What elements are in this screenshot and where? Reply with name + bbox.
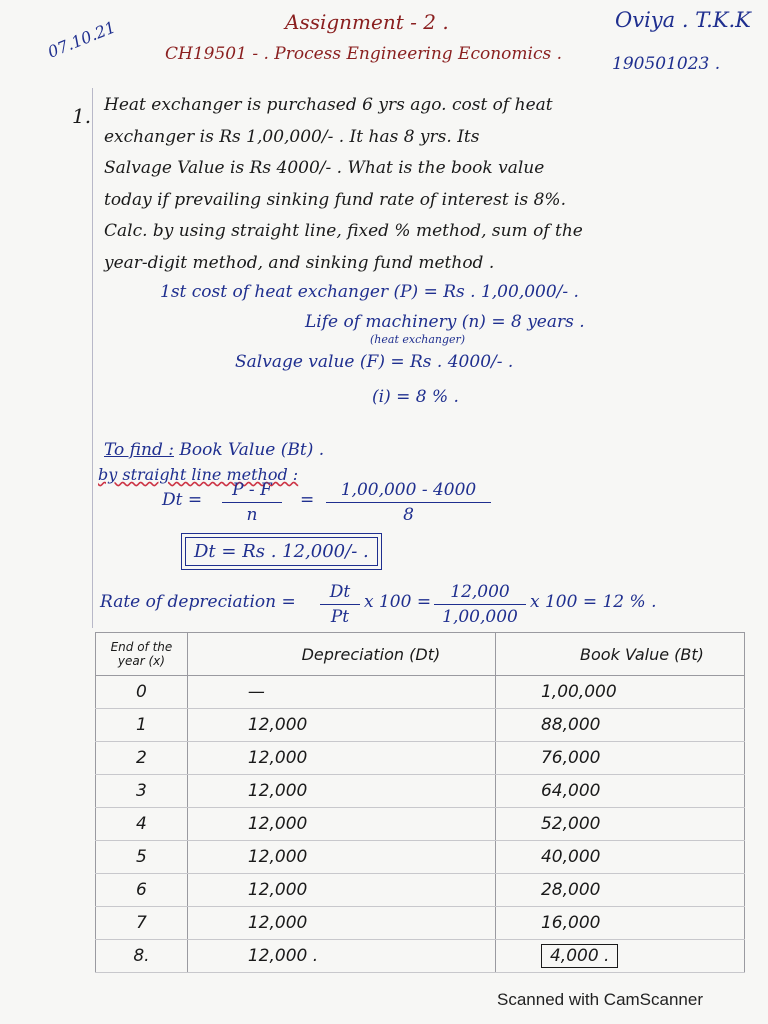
cell-year: 6 [96,874,188,907]
cell-year: 7 [96,907,188,940]
cell-depreciation: 12,000 [187,874,495,907]
table-row [96,742,745,775]
given-life-note: (heat exchanger) [370,333,466,346]
cell-year: 5 [96,841,188,874]
question-line: year-digit method, and sinking fund method . [104,252,495,273]
cell-book-value: 28,000 [495,874,744,907]
date: 07.10.21 [45,17,119,62]
cell-year: 1 [96,709,188,742]
header-book-value: Book Value (Bt) [495,633,744,676]
cell-depreciation: — [187,676,495,709]
rate-denominator: Pt [330,607,350,627]
rate-fraction-values [434,582,526,627]
table-row [96,841,745,874]
question-number: 1. [72,104,92,128]
cell-depreciation: 12,000 [187,742,495,775]
roll-number: 190501023 . [612,54,721,74]
book-value-table [95,632,745,973]
given-life: Life of machinery (n) = 8 years . [305,312,585,332]
assignment-title: Assignment - 2 . [285,10,449,34]
margin-line [92,88,93,628]
question-line: Heat exchanger is purchased 6 yrs ago. cost of heat [104,95,553,115]
given-salvage: Salvage value (F) = Rs . 4000/- . [235,352,514,372]
formula-numerator: P - F [222,480,282,503]
cell-depreciation: 12,000 . [187,940,495,973]
rate-multiplier: x 100 = [364,592,432,612]
rate-fraction [320,582,360,627]
cell-book-value: 16,000 [495,907,744,940]
rate-denominator-values: 1,00,000 [442,607,518,627]
formula-denominator-values: 8 [403,505,414,525]
to-find-label: To find : [104,440,174,460]
cell-book-value: 76,000 [495,742,744,775]
cell-depreciation: 12,000 [187,775,495,808]
cell-book-value-final [495,940,744,973]
cell-year: 2 [96,742,188,775]
given-rate: (i) = 8 % . [372,387,459,407]
question-line: exchanger is Rs 1,00,000/- . It has 8 yrs. Its [104,126,480,147]
table-row [96,907,745,940]
rate-label: Rate of depreciation = [100,592,296,612]
cell-book-value: 40,000 [495,841,744,874]
cell-depreciation: 12,000 [187,709,495,742]
to-find [104,440,324,460]
cell-year: 4 [96,808,188,841]
scanner-watermark: Scanned with CamScanner [497,990,704,1009]
formula-lhs: Dt = [162,490,203,510]
cell-book-value: 88,000 [495,709,744,742]
cell-depreciation: 12,000 [187,841,495,874]
given-first-cost: 1st cost of heat exchanger (P) = Rs . 1,00,000/- . [160,282,579,302]
header-year: End of the year (x) [96,633,188,676]
question-text [104,90,744,279]
table-row [96,775,745,808]
table-row [96,676,745,709]
table-row [96,709,745,742]
method-heading: by straight line method : [98,465,299,484]
formula-fraction [222,480,282,525]
table-header-row [96,633,745,676]
to-find-text: Book Value (Bt) . [179,440,325,460]
cell-book-value: 64,000 [495,775,744,808]
cell-year: 3 [96,775,188,808]
table-row [96,808,745,841]
rate-result: x 100 = 12 % . [530,592,657,612]
table-row [96,940,745,973]
formula-fraction-values [326,480,491,525]
question-line: Calc. by using straight line, fixed % method, sum of the [104,221,583,241]
formula-numerator-values: 1,00,000 - 4000 [326,480,491,503]
depreciation-result: Dt = Rs . 12,000/- . [185,537,378,566]
rate-numerator-values: 12,000 [434,582,526,605]
cell-book-value: 1,00,000 [495,676,744,709]
cell-year: 0 [96,676,188,709]
formula-denominator: n [246,505,258,525]
rate-numerator: Dt [320,582,360,605]
question-line: today if prevailing sinking fund rate of interest is 8%. [104,189,566,210]
formula-equals: = [300,490,315,510]
course-title: CH19501 - . Process Engineering Economics . [165,44,563,64]
final-book-value: 4,000 . [541,944,618,968]
cell-book-value: 52,000 [495,808,744,841]
header-depreciation: Depreciation (Dt) [187,633,495,676]
table-row [96,874,745,907]
cell-year: 8. [96,940,188,973]
student-name: Oviya . T.K.K [615,8,751,32]
cell-depreciation: 12,000 [187,808,495,841]
cell-depreciation: 12,000 [187,907,495,940]
question-line: Salvage Value is Rs 4000/- . What is the book value [104,158,545,178]
